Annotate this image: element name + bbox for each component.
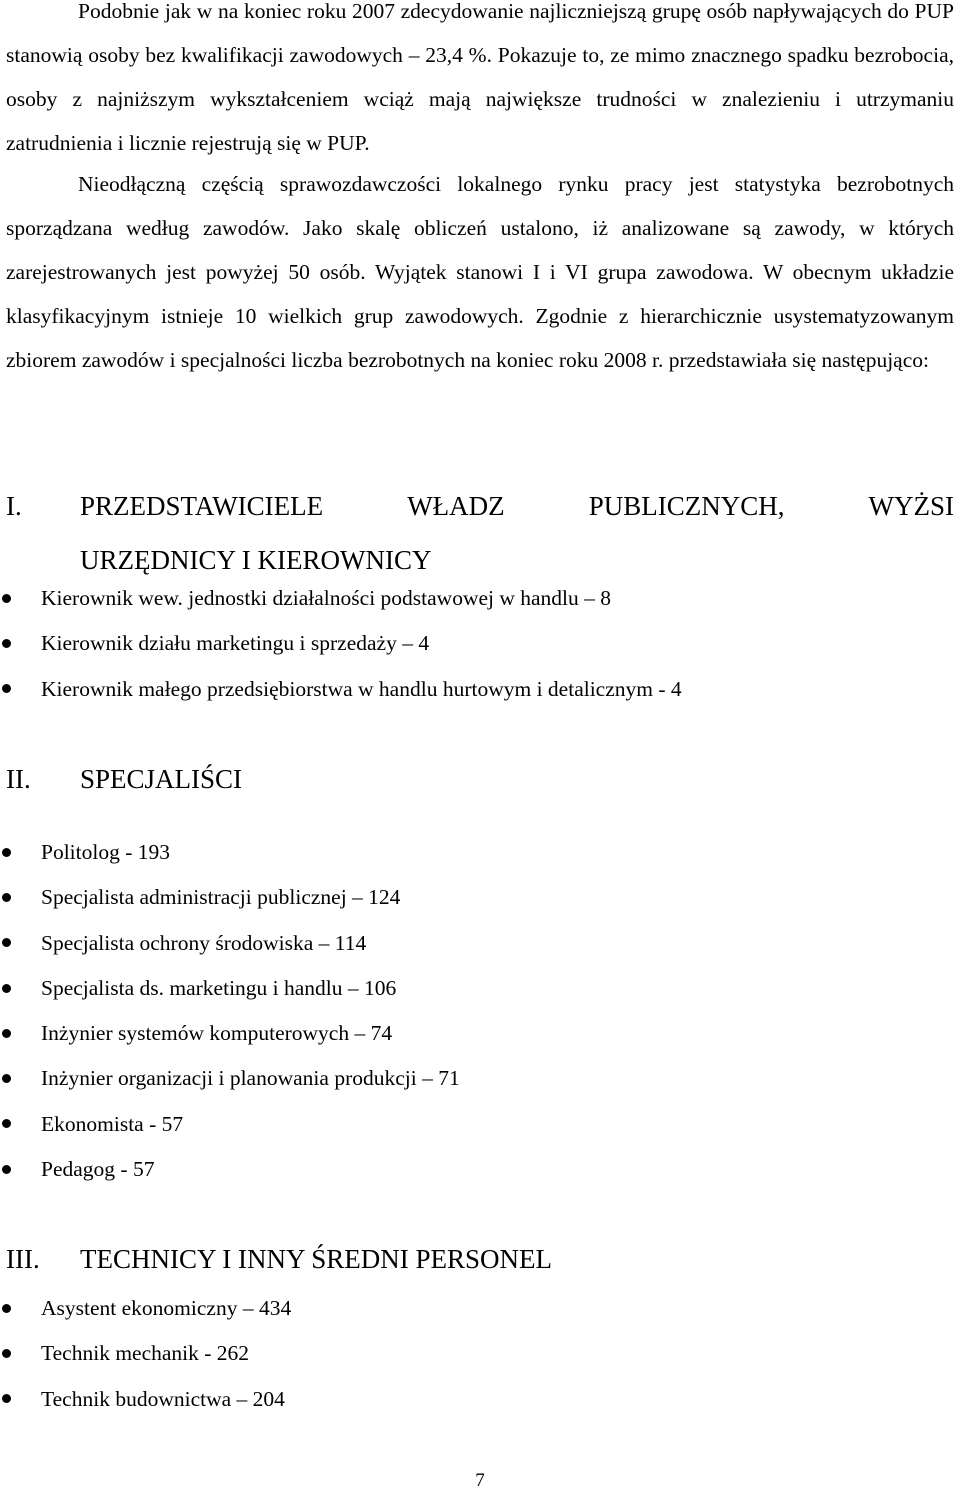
list-item-text: Kierownik małego przedsiębiorstwa w handlu hurtowym i detalicznym - 4 — [41, 676, 682, 701]
intro-paragraph — [6, 0, 954, 165]
bullet-icon — [2, 1304, 11, 1313]
list-item — [0, 1011, 460, 1056]
list-item-text: Specjalista ochrony środowiska – 114 — [41, 930, 367, 955]
list-item-text: Politolog - 193 — [41, 840, 171, 864]
bullet-icon — [2, 984, 11, 993]
list-item-text: Kierownik wew. jednostki działalności podstawowej w handlu – 8 — [41, 586, 612, 610]
section-title-word: PRZEDSTAWICIELE — [80, 491, 324, 521]
list-item — [0, 1102, 460, 1147]
section-heading-2 — [6, 756, 954, 802]
list-item-text: Technik mechanik - 262 — [41, 1341, 250, 1366]
bullet-icon — [2, 893, 11, 902]
section-heading-1-line1 — [6, 479, 954, 533]
list-item — [0, 1056, 460, 1101]
section-title-word: WYŻSI — [868, 491, 954, 521]
section-number: II. — [6, 764, 31, 794]
bullet-icon — [2, 594, 11, 603]
list-item — [0, 1286, 291, 1331]
page-number: 7 — [475, 1470, 485, 1491]
bullet-icon — [2, 1074, 11, 1083]
list-item-text: Ekonomista - 57 — [41, 1111, 184, 1136]
bullet-icon — [2, 1349, 11, 1358]
bullet-icon — [2, 1394, 11, 1403]
section-heading-1 — [6, 479, 954, 587]
section-title: SPECJALIŚCI — [80, 764, 243, 794]
section-title-line2: URZĘDNICY I KIEROWNICY — [80, 545, 432, 575]
section-number: I. — [6, 491, 22, 521]
list-item — [0, 966, 460, 1011]
list-item-text: Asystent ekonomiczny – 434 — [41, 1296, 292, 1320]
list-item — [0, 621, 682, 666]
bullet-icon — [2, 1029, 11, 1038]
occupation-list-2 — [0, 830, 460, 1192]
section-title: TECHNICY I INNY ŚREDNI PERSONEL — [80, 1244, 552, 1274]
list-item-text: Technik budownictwa – 204 — [41, 1386, 285, 1411]
list-item — [0, 830, 460, 875]
list-item — [0, 1377, 291, 1422]
list-item — [0, 576, 682, 621]
section-title-words — [80, 479, 954, 533]
section-number: III. — [6, 1244, 40, 1274]
bullet-icon — [2, 1119, 11, 1128]
occupation-list-1 — [0, 576, 682, 712]
list-item — [0, 1331, 291, 1376]
section-title-word: WŁADZ — [407, 491, 505, 521]
intro-paragraph-text: Podobnie jak w na koniec roku 2007 zdecydowanie najliczniejszą grupę osób napływających do PUP stanowią osoby bez kwalifikacji zawodowych – 23,4 %. Pokazuje to, ze mimo znacznego spadku bezrobocia, osoby z najniższym wykształceniem wciąż mają największe trudności w znalezieniu i utrzymaniu zatrudnienia i licznie rejestrują się w PUP. — [6, 0, 954, 155]
section-title-word: PUBLICZNYCH, — [588, 491, 785, 521]
bullet-icon — [2, 1165, 11, 1174]
list-item — [0, 667, 682, 712]
occupations-paragraph — [6, 162, 954, 382]
bullet-icon — [2, 639, 11, 648]
list-item-text: Specjalista administracji publicznej – 124 — [41, 885, 401, 910]
occupation-list-3 — [0, 1286, 291, 1422]
bullet-icon — [2, 848, 11, 857]
list-item-text: Kierownik działu marketingu i sprzedaży – 4 — [41, 631, 430, 656]
section-heading-3 — [6, 1236, 954, 1282]
bullet-icon — [2, 938, 11, 947]
occupations-paragraph-text: Nieodłączną częścią sprawozdawczości lokalnego rynku pracy jest statystyka bezrobotnych sporządzana według zawodów. Jako skalę obliczeń ustalono, iż analizowane są zawody, w których zarejestrowanych jest powyżej 50 osób. Wyjątek stanowi I i VI grupa zawodowa. W obecnym układzie klasyfikacyjnym istnieje 10 wielkich grup zawodowych. Zgodnie z hierarchicznie usystematyzowanym zbiorem zawodów i specjalności liczba bezrobotnych na koniec roku 2008 r. przedstawiała się następująco: — [6, 172, 954, 372]
list-item — [0, 921, 460, 966]
list-item-text: Pedagog - 57 — [41, 1157, 155, 1182]
list-item — [0, 875, 460, 920]
bullet-icon — [2, 684, 11, 693]
list-item-text: Inżynier systemów komputerowych – 74 — [41, 1021, 393, 1046]
list-item-text: Inżynier organizacji i planowania produkcji – 71 — [41, 1066, 460, 1091]
list-item — [0, 1147, 460, 1192]
list-item-text: Specjalista ds. marketingu i handlu – 106 — [41, 975, 397, 1000]
